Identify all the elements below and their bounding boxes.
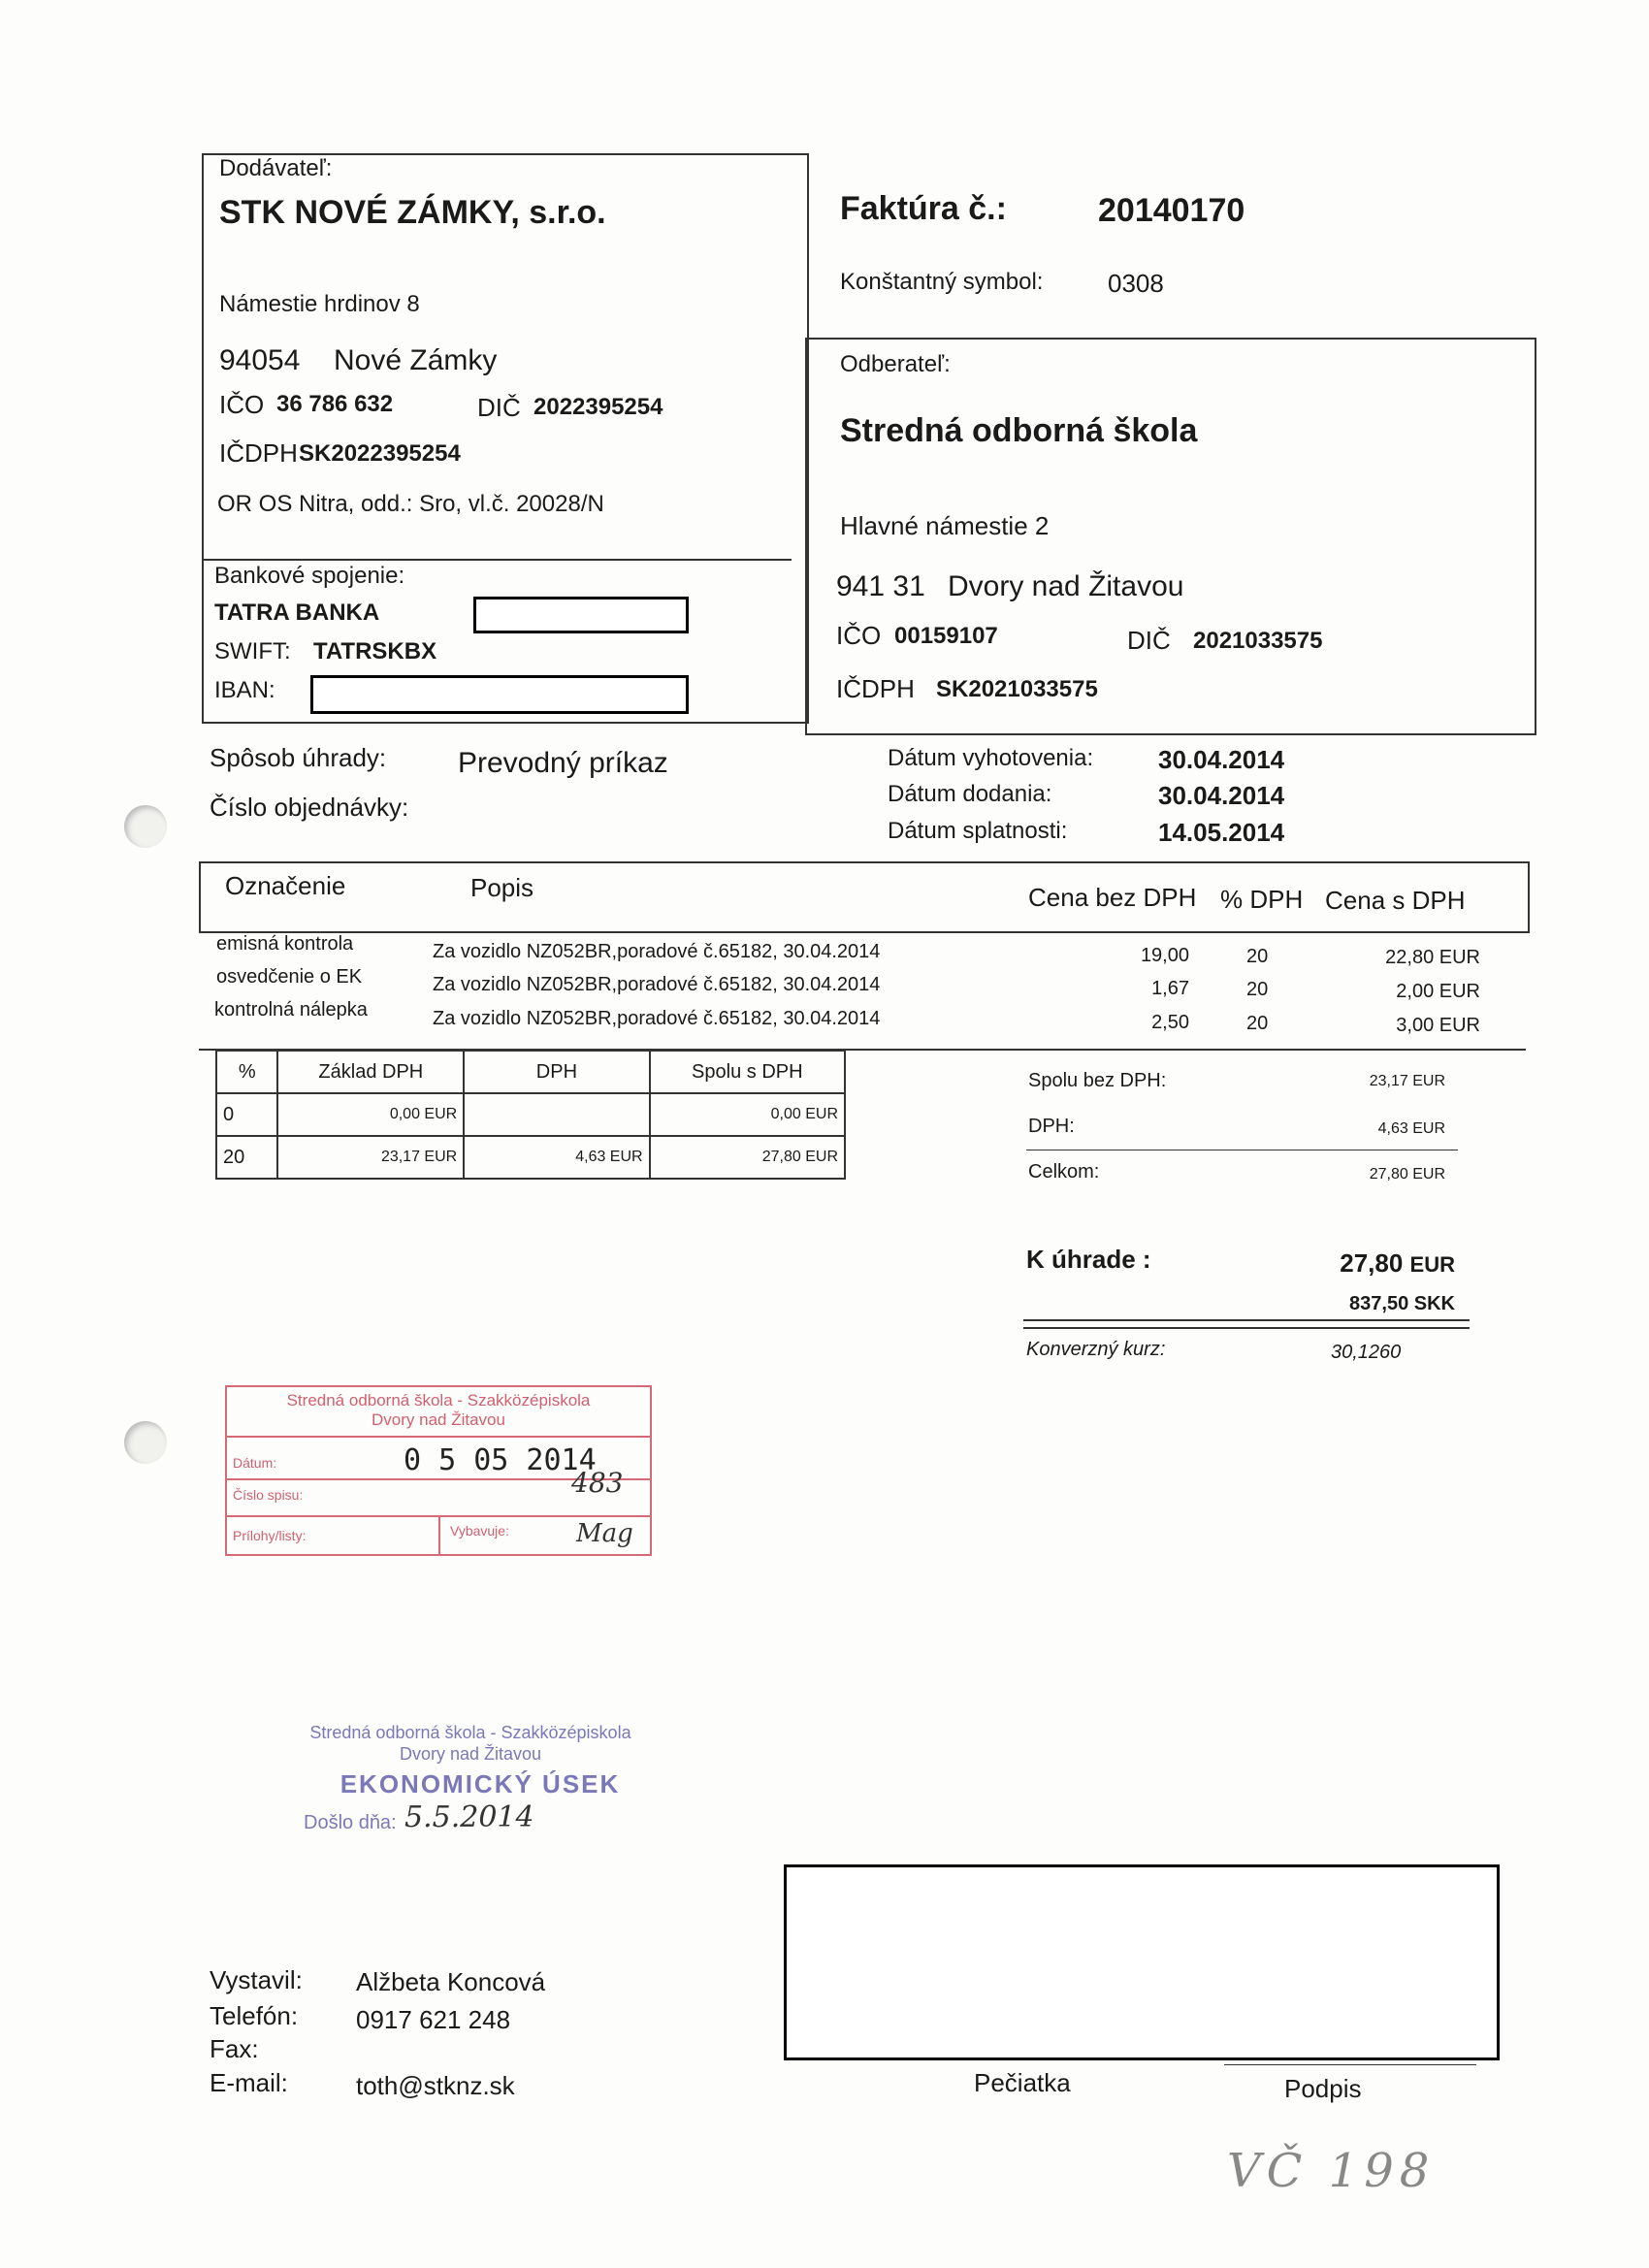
vat-base: 0,00 EUR — [277, 1093, 464, 1136]
iban-label: IBAN: — [214, 677, 275, 703]
registry-number-label: Číslo spisu: — [233, 1487, 304, 1503]
due-date: 14.05.2014 — [1158, 818, 1285, 847]
payment-method: Prevodný príkaz — [458, 747, 668, 779]
due-double-rule-2 — [1023, 1327, 1470, 1329]
fax-label: Fax: — [210, 2034, 259, 2063]
supplier-heading: Dodávateľ: — [219, 155, 333, 181]
col-gross-header: Cena s DPH — [1325, 886, 1466, 915]
customer-zip: 941 31 — [836, 570, 925, 602]
signature-label: Podpis — [1284, 2074, 1362, 2103]
bank-heading: Bankové spojenie: — [214, 563, 405, 589]
received-date: 5.5.2014 — [404, 1800, 534, 1834]
supplier-city: Nové Zámky — [334, 344, 498, 376]
customer-ico-label: IČO — [836, 621, 882, 650]
vat-total-label: DPH: — [1028, 1116, 1075, 1137]
item-net: 2,50 — [1151, 1012, 1189, 1033]
swift-code: TATRSKBX — [313, 638, 437, 664]
registry-attachments-label: Prílohy/listy: — [233, 1528, 307, 1543]
department-stamp — [296, 1723, 645, 1849]
customer-dic-label: DIČ — [1127, 626, 1171, 655]
email-label: E-mail: — [210, 2068, 288, 2097]
vat-rate-header: % — [216, 1051, 277, 1093]
invoice-number: 20140170 — [1098, 192, 1245, 229]
col-net-header: Cena bez DPH — [1028, 883, 1197, 912]
phone: 0917 621 248 — [356, 2005, 511, 2034]
department-stamp-line1: Stredná odborná škola - Szakközépiskola — [309, 1723, 631, 1742]
supplier-zip: 94054 — [219, 344, 301, 376]
signature-line — [1224, 2064, 1476, 2065]
received-label: Došlo dňa: — [304, 1812, 397, 1833]
net-total: 23,17 EUR — [1369, 1073, 1445, 1089]
supplier-dic-label: DIČ — [477, 393, 521, 422]
item-code: kontrolná nálepka — [214, 999, 368, 1021]
supplier-street: Námestie hrdinov 8 — [219, 291, 420, 317]
vat-total: 0,00 EUR — [650, 1093, 845, 1136]
phone-label: Telefón: — [210, 2001, 299, 2030]
due-double-rule-1 — [1023, 1319, 1470, 1321]
vat-base: 23,17 EUR — [277, 1136, 464, 1179]
supplier-ico-label: IČO — [219, 390, 265, 419]
vat-amount-header: DPH — [464, 1051, 649, 1093]
conversion-rate-label: Konverzný kurz: — [1026, 1339, 1166, 1360]
issued-date: 30.04.2014 — [1158, 745, 1285, 774]
supplier-bank-divider — [204, 559, 792, 561]
customer-dic: 2021033575 — [1193, 628, 1323, 654]
payment-method-label: Spôsob úhrady: — [210, 743, 387, 772]
item-vat: 20 — [1246, 946, 1269, 967]
registry-date: 0 5 05 2014 — [404, 1443, 597, 1477]
registry-stamp-line1: Stredná odborná škola - Szakközépiskola — [286, 1391, 591, 1409]
supplier-ico: 36 786 632 — [276, 391, 394, 417]
item-desc: Za vozidlo NZ052BR,poradové č.65182, 30.04.2014 — [433, 941, 881, 962]
amount-skk: 837,50 SKK — [1349, 1293, 1455, 1314]
stamp-label: Pečiatka — [974, 2068, 1071, 2097]
email: toth@stknz.sk — [356, 2071, 515, 2100]
issued-by: Alžbeta Koncová — [356, 1967, 546, 1996]
item-vat: 20 — [1246, 1013, 1269, 1034]
vat-header-row — [216, 1051, 845, 1093]
supplier-dic: 2022395254 — [534, 394, 663, 420]
registry-date-label: Dátum: — [233, 1455, 277, 1471]
account-number-redacted — [473, 597, 689, 633]
customer-city: Dvory nad Žitavou — [948, 570, 1184, 602]
item-gross: 3,00 EUR — [1396, 1015, 1480, 1036]
swift-label: SWIFT: — [214, 638, 291, 664]
punch-hole-bottom — [124, 1421, 167, 1464]
vat-rate: 20 — [216, 1136, 277, 1179]
vat-base-header: Základ DPH — [277, 1051, 464, 1093]
vat-amount: 4,63 EUR — [464, 1136, 649, 1179]
grand-total: 27,80 EUR — [1369, 1166, 1445, 1183]
iban-redacted — [310, 675, 689, 714]
item-desc: Za vozidlo NZ052BR,poradové č.65182, 30.04.2014 — [433, 974, 881, 995]
registry-stamp — [225, 1385, 652, 1556]
amount-due — [1261, 1248, 1455, 1279]
supplier-name: STK NOVÉ ZÁMKY, s.r.o. — [219, 194, 606, 231]
vat-total-header: Spolu s DPH — [650, 1051, 845, 1093]
registry-number: 483 — [571, 1467, 624, 1499]
vat-summary-table — [215, 1050, 846, 1180]
punch-hole-top — [124, 805, 167, 848]
item-gross: 22,80 EUR — [1385, 947, 1480, 968]
department-stamp-title: EKONOMICKÝ ÚSEK — [340, 1769, 621, 1798]
item-code: osvedčenie o EK — [216, 966, 363, 988]
customer-ico: 00159107 — [894, 623, 998, 649]
item-desc: Za vozidlo NZ052BR,poradové č.65182, 30.04.2014 — [433, 1008, 881, 1029]
item-code: emisná kontrola — [216, 933, 354, 955]
vat-rate: 0 — [216, 1093, 277, 1136]
constant-symbol-label: Konštantný symbol: — [840, 269, 1044, 295]
due-date-label: Dátum splatnosti: — [888, 818, 1068, 844]
handwritten-note: VČ 198 — [1227, 2144, 1436, 2198]
constant-symbol: 0308 — [1108, 269, 1164, 298]
item-vat: 20 — [1246, 979, 1269, 1000]
vat-row — [216, 1136, 845, 1179]
supplier-icdph: SK2022395254 — [299, 440, 461, 467]
net-total-label: Spolu bez DPH: — [1028, 1070, 1167, 1091]
col-vat-header: % DPH — [1220, 885, 1304, 914]
vat-row — [216, 1093, 845, 1136]
customer-street: Hlavné námestie 2 — [840, 511, 1050, 540]
issued-date-label: Dátum vyhotovenia: — [888, 745, 1094, 771]
bank-name: TATRA BANKA — [214, 599, 380, 626]
col-code-header: Označenie — [225, 871, 346, 900]
vat-total: 4,63 EUR — [1377, 1120, 1445, 1137]
issued-by-label: Vystavil: — [210, 1965, 303, 1994]
item-net: 19,00 — [1140, 945, 1189, 966]
registry-handled-label: Vybavuje: — [450, 1523, 509, 1539]
delivery-date: 30.04.2014 — [1158, 781, 1285, 810]
delivery-date-label: Dátum dodania: — [888, 781, 1052, 807]
stamp-signature-area-redacted — [784, 1864, 1500, 2060]
customer-name: Stredná odborná škola — [840, 412, 1198, 449]
amount-due-label: K úhrade : — [1026, 1245, 1151, 1274]
supplier-register: OR OS Nitra, odd.: Sro, vl.č. 20028/N — [217, 491, 604, 517]
vat-amount — [464, 1093, 649, 1136]
amount-due-currency: EUR — [1409, 1252, 1455, 1277]
amount-due-value: 27,80 — [1340, 1248, 1404, 1278]
order-number-label: Číslo objednávky: — [210, 793, 409, 822]
vat-total: 27,80 EUR — [650, 1136, 845, 1179]
col-desc-header: Popis — [470, 873, 534, 902]
invoice-label: Faktúra č.: — [840, 190, 1007, 227]
department-stamp-line2: Dvory nad Žitavou — [399, 1744, 542, 1764]
customer-icdph-label: IČDPH — [836, 674, 915, 703]
item-net: 1,67 — [1151, 978, 1189, 999]
registry-stamp-line2: Dvory nad Žitavou — [372, 1410, 505, 1429]
registry-handled: Mag — [576, 1519, 633, 1548]
customer-heading: Odberateľ: — [840, 351, 951, 377]
item-gross: 2,00 EUR — [1396, 981, 1480, 1002]
grand-total-label: Celkom: — [1028, 1161, 1100, 1183]
conversion-rate: 30,1260 — [1331, 1342, 1402, 1363]
customer-icdph: SK2021033575 — [936, 676, 1098, 702]
supplier-icdph-label: IČDPH — [219, 438, 298, 468]
